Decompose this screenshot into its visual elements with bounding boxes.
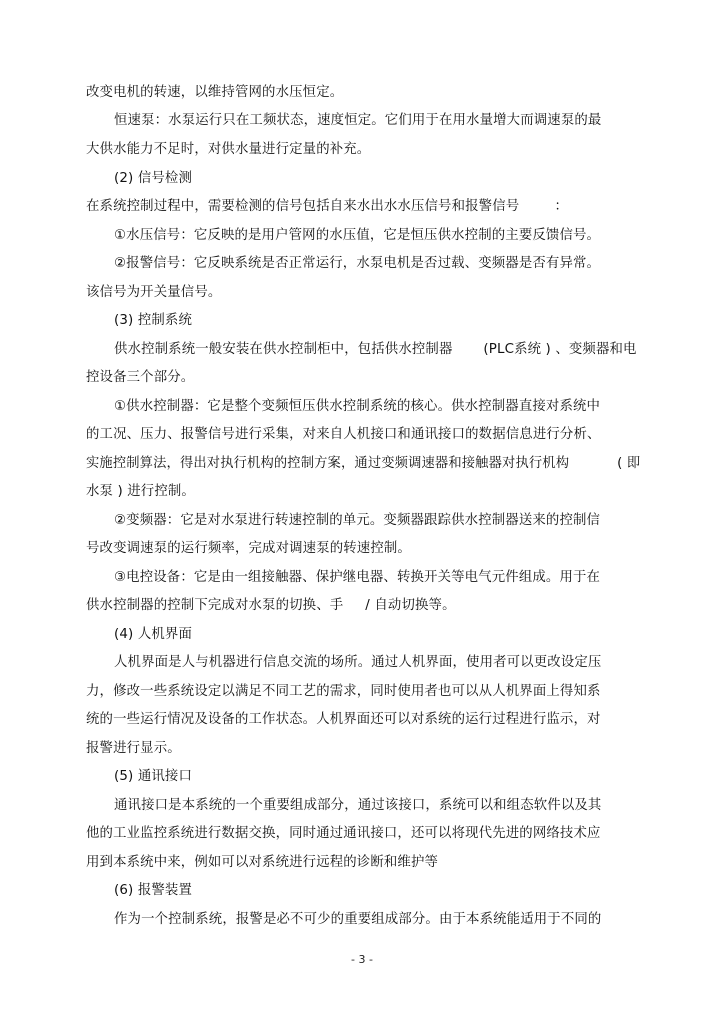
text-line: 报警进行显示。	[86, 741, 181, 756]
section-heading: (2) 信号检测	[114, 171, 192, 186]
text-line: 供水控制器的控制下完成对水泵的切换、手 / 自动切换等。	[86, 598, 456, 613]
text-line: 通讯接口是本系统的一个重要组成部分，通过该接口，系统可以和组态软件以及其	[114, 798, 602, 813]
text-line: 在系统控制过程中，需要检测的信号包括自来水出水水压信号和报警信号 ：	[86, 199, 569, 214]
text-line: 统的一些运行情况及设备的工作状态。人机界面还可以对系统的运行过程进行监示，对	[86, 712, 601, 727]
text-line: 实施控制算法，得出对执行机构的控制方案，通过变频调速器和接触器对执行机构 ( 即	[86, 456, 641, 471]
text-line: ②报警信号：它反映系统是否正常运行，水泵电机是否过载、变频器是否有异常。	[114, 256, 601, 271]
text-line: 供水控制系统一般安装在供水控制柜中，包括供水控制器 (PLC系统 ) 、变频器和电	[114, 342, 637, 357]
text-line: 他的工业监控系统进行数据交换，同时通过通讯接口，还可以将现代先进的网络技术应	[86, 826, 601, 841]
section-heading: (3) 控制系统	[114, 313, 192, 328]
text-line: 的工况、压力、报警信号进行采集，对来自人机接口和通讯接口的数据信息进行分析、	[86, 427, 601, 442]
text-line: 控设备三个部分。	[86, 370, 195, 385]
text-line: 力，修改一些系统设定以满足不同工艺的需求，同时使用者也可以从人机界面上得知系	[86, 684, 601, 699]
section-heading: (4) 人机界面	[114, 627, 192, 642]
text-line: 改变电机的转速，以维持管网的水压恒定。	[86, 85, 344, 100]
text-line: 人机界面是人与机器进行信息交流的场所。通过人机界面，使用者可以更改设定压	[114, 655, 602, 670]
text-line: ①供水控制器：它是整个变频恒压供水控制系统的核心。供水控制器直接对系统中	[114, 399, 601, 414]
text-line: 大供水能力不足时，对供水量进行定量的补充。	[86, 142, 371, 157]
text-line: 作为一个控制系统，报警是必不可少的重要组成部分。由于本系统能适用于不同的	[114, 912, 602, 927]
text-line: ①水压信号：它反映的是用户管网的水压值，它是恒压供水控制的主要反馈信号。	[114, 228, 601, 243]
section-heading: (6) 报警装置	[114, 883, 192, 898]
text-line: ②变频器：它是对水泵进行转速控制的单元。变频器跟踪供水控制器送来的控制信	[114, 513, 601, 528]
text-line: 该信号为开关量信号。	[86, 285, 222, 300]
section-heading: (5) 通讯接口	[114, 769, 192, 784]
text-line: ③电控设备：它是由一组接触器、保护继电器、转换开关等电气元件组成。用于在	[114, 570, 601, 585]
text-line: 号改变调速泵的运行频率，完成对调速泵的转速控制。	[86, 541, 411, 556]
page-number: - 3 -	[351, 953, 373, 966]
text-line: 水泵 ) 进行控制。	[86, 484, 195, 499]
text-line: 用到本系统中来，例如可以对系统进行远程的诊断和维护等	[86, 855, 439, 870]
text-line: 恒速泵：水泵运行只在工频状态，速度恒定。它们用于在用水量增大而调速泵的最	[114, 113, 602, 128]
